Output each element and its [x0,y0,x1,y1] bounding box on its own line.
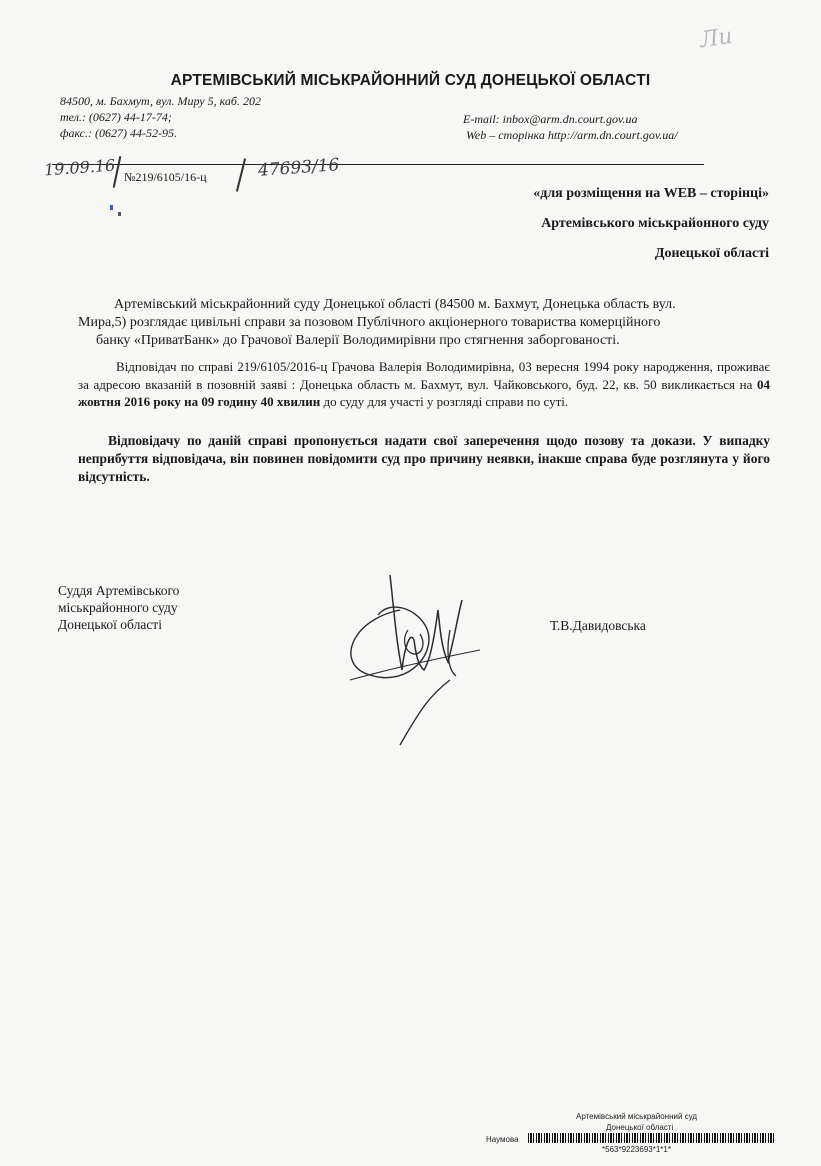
court-phone: тел.: (0627) 44-17-74; [60,110,172,124]
handwritten-date: 19.09.16 [43,155,116,180]
barcode-text: *563*9223693*1*1* [602,1145,671,1154]
judge-name: Т.В.Давидовська [550,618,646,633]
addressee-line-2: Артемівського міськрайонного суду [541,216,769,231]
addressee-line-1: «для розміщення на WEB – сторінці» [533,186,769,201]
court-website: Web – сторінка http://arm.dn.court.gov.ua/ [466,128,678,142]
scan-mark [110,205,113,210]
paragraph-case-intro [78,296,768,350]
stamp-org-line-1: Артемівський міськрайонний суд [576,1112,698,1121]
handwritten-outgoing-number: 47693/16 [257,155,341,181]
hearing-datetime: 04 жовтня 2016 року на 09 годину 40 хвилин [78,376,770,409]
paragraph-line: Артемівський міськрайонний суду Донецької області (84500 м. Бахмут, Донецька область вул. [114,297,676,312]
barcode [528,1133,774,1143]
notice-text: Відповідачу по даній справі пропонується надати свої заперечення щодо позову та докази. У випадку неприбуття відповідача, він повинен повідомити суд про причину неявки, інакше справа буде розглянута у його відсутність. [78,433,770,484]
stamp-org-line-2: Донецької області [606,1123,674,1132]
summons-text-end: до суду для участі у розгляді справи по суті. [323,394,569,409]
handwritten-signature [330,570,500,750]
clerk-name: Наумова [486,1135,519,1144]
court-address: 84500, м. Бахмут, вул. Миру 5, каб. 202 [60,94,261,108]
case-number: №219/6105/16-ц [124,170,207,184]
corner-initials: Ли [698,23,735,54]
paragraph-summons [78,358,770,411]
header-divider [52,164,704,165]
paragraph-notice [78,432,770,486]
court-fax: факс.: (0627) 44-52-95. [60,126,177,140]
paragraph-line: банку «ПриватБанк» до Грачової Валерії Володимирівни про стягнення заборгованості. [96,333,620,348]
court-email: E-mail: inbox@arm.dn.court.gov.ua [463,112,638,126]
scan-mark [118,212,121,216]
judge-title [58,582,179,633]
judge-title-line: Донецької області [58,617,162,632]
judge-title-line: міськрайонного суду [58,600,178,615]
paragraph-line: Мира,5) розглядає цивільні справи за позовом Публічного акціонерного товариства комерційного [78,315,661,330]
judge-title-line: Суддя Артемівського [58,583,180,598]
court-title: АРТЕМІВСЬКИЙ МІСЬКРАЙОННИЙ СУД ДОНЕЦЬКОЇ ОБЛАСТІ [170,72,651,89]
addressee-line-3: Донецької області [654,246,769,261]
summons-text: Відповідач по справі 219/6105/2016-ц Грачова Валерія Володимирівна, 03 вересня 1994 року народження, проживає за адресою вказаній в позовній заяві : Донецька область м. Бахмут, вул. Чайковського, буд. 22, кв. 50 викликається на [78,359,770,392]
